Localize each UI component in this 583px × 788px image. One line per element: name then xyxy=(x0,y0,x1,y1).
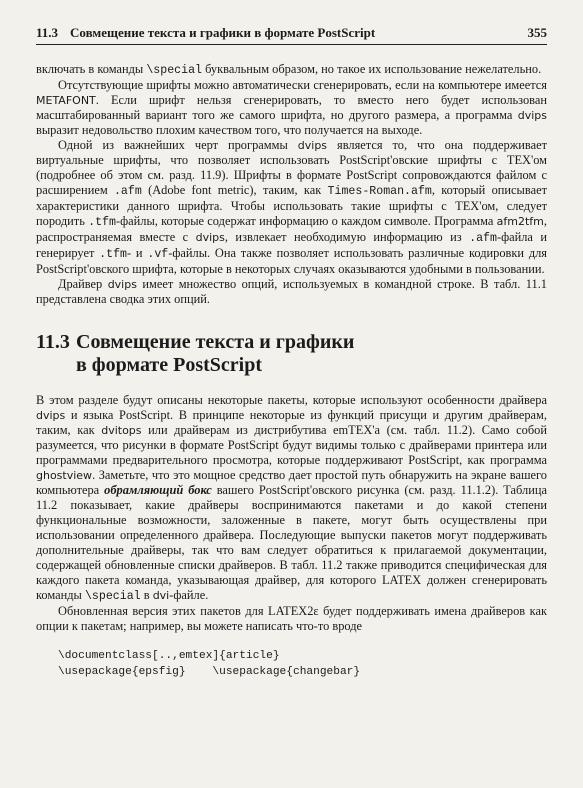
paragraph-3: Одной из важнейших черт программы dvips является то, что она поддерживает виртуальные шрифты, что позволяет использовать PostScript'овские шрифты с TEX'ом (подробнее об этом см. разд. 11.9). Шрифты в формате PostScript сопровождаются файлом с расширением .afm (Adobe font metric), таким, как Times-Roman.afm, который описывает характеристики данного шрифта. Чтобы использовать такие шрифты с TEX'ом, следует породить .tfm-файлы, которые содержат информацию о каждом символе. Программа afm2tfm, распространяемая вместе с dvips, извлекает необходимую информацию из .afm-файла и генерирует .tfm- и .vf-файлы. Она также позволяет использовать различные кодировки для PostScript'овского шрифта, которые в некоторых случаях оказываются удобными в пользовании. xyxy=(36,138,548,276)
code-line-1: \documentclass[..,emtex]{article} xyxy=(58,650,280,662)
paragraph-2: Отсутствующие шрифты можно автоматически сгенерировать, если на компьютере имеется METAFONT. Если шрифт нельзя сгенерировать, то вместо него будет использован масштабированный вариант того же самого шрифта, но другого размера, а программа dvips выразит недовольство плохим качеством того, что получается на выходе. xyxy=(36,78,547,137)
section-title-line2: в формате PostScript xyxy=(76,354,263,376)
paragraph-4: Драйвер dvips имеет множество опций, используемых в командной строке. В табл. 11.1 представлена сводка этих опций. xyxy=(36,277,547,306)
code-line-2: \usepackage{epsfig} \usepackage{changebar} xyxy=(58,666,361,678)
paragraph-5: В этом разделе будут описаны некоторые пакеты, которые используют особенности драйвера dvips и языка PostScript. В принципе некоторые из функций присущи и другим драйверам, таким, как dvitops или драйверам из дистрибутива emTEX'а (см. табл. 11.2). Само собой разумеется, что рисунки в формате PostScript будут видимы только с драйверами принтера или программами предварительного просмотра, которые поддерживают PostScript, как программа ghostview. Заметьте, что это мощное средство дает простой путь обнаружить на экране вашего компьютера обрамляющий бокс вашего PostScript'овского рисунка (см. разд. 11.1.2). Таблица 11.2 показывает, какие драйверы воспринимаются пакетами и до какой степени функциональные возможности, заложенные в пакете, могут быть осуществлены при использовании определенного драйвера. Последующие выпуски пакетов могут поддерживать дополнительные драйверы, так что вам следует обратиться к прилагаемой документации, содержащей обновленные списки драйверов. В табл. 11.2 также приводится специфическая для каждого пакета команда, указывающая драйвер, для которого LATEX должен сгенерировать команды \special в dvi-файле. xyxy=(36,393,547,603)
section-number: 11.3 xyxy=(36,331,70,353)
running-head-section-number: 11.3 xyxy=(36,25,59,40)
page-number: 355 xyxy=(527,25,547,40)
section-heading xyxy=(36,331,547,377)
running-head-title xyxy=(36,25,387,41)
page-body xyxy=(36,62,547,680)
section-title-line1: Совмещение текста и графики xyxy=(76,331,355,353)
paragraph-1: включать в команды \special буквальным образом, но такое их использование нежелательно. xyxy=(36,62,542,77)
code-example xyxy=(58,648,547,680)
header-rule xyxy=(36,44,547,45)
running-head-section-title: Совмещение текста и графики в формате PostScript xyxy=(70,25,376,40)
emphasis: обрамляющий бокс xyxy=(104,483,212,497)
paragraph-6: Обновленная версия этих пакетов для LATEX2ε будет поддерживать имена драйверов как опции к пакетам; например, вы можете написать что-то вроде xyxy=(36,604,547,633)
running-head xyxy=(36,25,547,41)
